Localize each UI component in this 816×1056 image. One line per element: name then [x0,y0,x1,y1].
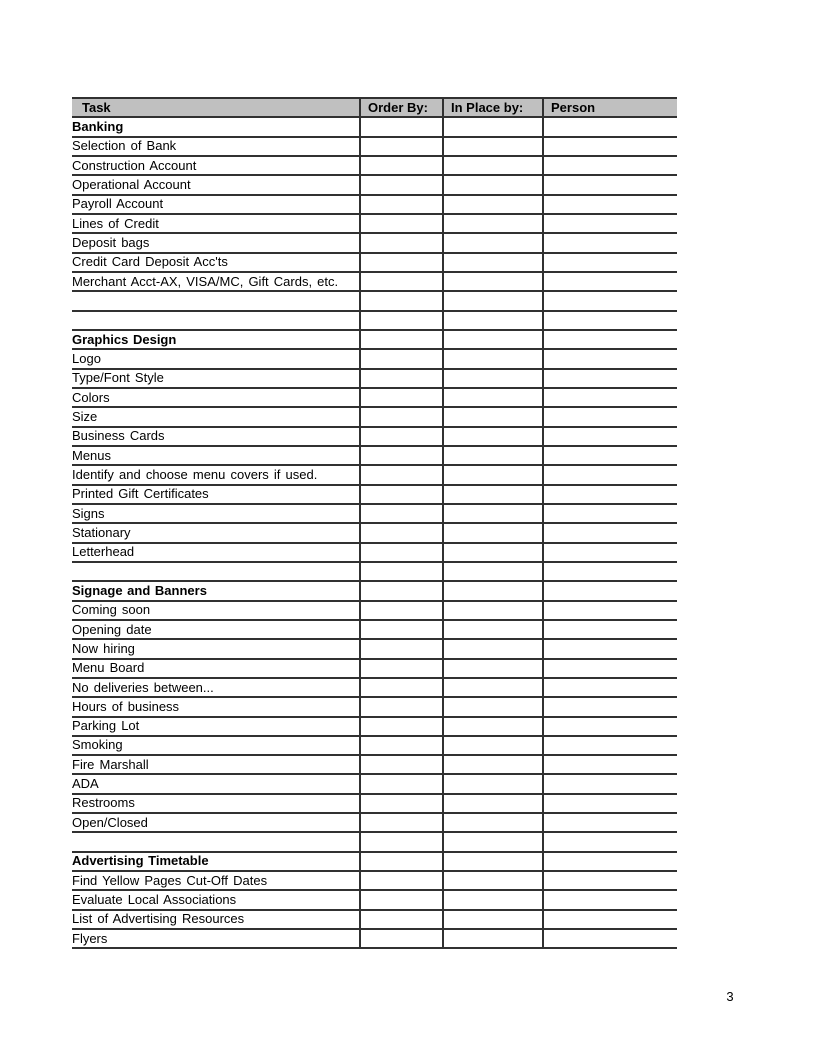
task-cell: Lines of Credit [72,214,360,233]
task-cell: Fire Marshall [72,755,360,774]
task-cell: Smoking [72,736,360,755]
person-cell [543,175,677,194]
order-by-cell [360,601,443,620]
in-place-by-cell [443,485,543,504]
in-place-by-cell [443,736,543,755]
task-cell: Coming soon [72,601,360,620]
person-cell [543,871,677,890]
task-cell: Size [72,407,360,426]
person-cell [543,291,677,310]
table-header-row [72,98,677,117]
empty-row [72,832,677,851]
in-place-by-cell [443,388,543,407]
order-by-cell [360,755,443,774]
order-by-cell [360,659,443,678]
person-cell [543,233,677,252]
person-cell [543,581,677,600]
in-place-by-cell [443,156,543,175]
task-cell: Identify and choose menu covers if used. [72,465,360,484]
person-cell [543,659,677,678]
person-cell [543,697,677,716]
in-place-by-cell [443,311,543,330]
task-cell: Graphics Design [72,330,360,349]
task-cell [72,291,360,310]
order-by-cell [360,407,443,426]
person-cell [543,214,677,233]
task-cell: Payroll Account [72,195,360,214]
task-cell: Banking [72,117,360,136]
empty-row [72,291,677,310]
task-cell: Find Yellow Pages Cut-Off Dates [72,871,360,890]
column-header-in-place-by: In Place by: [443,98,543,117]
person-cell [543,504,677,523]
task-row [72,369,677,388]
task-row [72,543,677,562]
in-place-by-cell [443,717,543,736]
task-row [72,407,677,426]
in-place-by-cell [443,890,543,909]
order-by-cell [360,639,443,658]
in-place-by-cell [443,910,543,929]
task-cell: Business Cards [72,427,360,446]
order-by-cell [360,233,443,252]
order-by-cell [360,620,443,639]
in-place-by-cell [443,291,543,310]
in-place-by-cell [443,446,543,465]
in-place-by-cell [443,272,543,291]
in-place-by-cell [443,774,543,793]
task-row [72,794,677,813]
task-row [72,601,677,620]
in-place-by-cell [443,233,543,252]
column-header-person: Person [543,98,677,117]
person-cell [543,156,677,175]
task-row [72,659,677,678]
task-row [72,813,677,832]
person-cell [543,678,677,697]
task-row [72,929,677,948]
in-place-by-cell [443,543,543,562]
order-by-cell [360,311,443,330]
task-cell: Evaluate Local Associations [72,890,360,909]
task-row [72,175,677,194]
in-place-by-cell [443,929,543,948]
in-place-by-cell [443,523,543,542]
person-cell [543,388,677,407]
order-by-cell [360,581,443,600]
task-cell: Restrooms [72,794,360,813]
task-row [72,523,677,542]
task-cell: Open/Closed [72,813,360,832]
task-cell: Opening date [72,620,360,639]
task-cell: Flyers [72,929,360,948]
in-place-by-cell [443,253,543,272]
order-by-cell [360,485,443,504]
task-cell [72,311,360,330]
task-cell: Selection of Bank [72,137,360,156]
order-by-cell [360,388,443,407]
order-by-cell [360,175,443,194]
order-by-cell [360,774,443,793]
task-row [72,137,677,156]
task-cell: Colors [72,388,360,407]
order-by-cell [360,832,443,851]
order-by-cell [360,929,443,948]
in-place-by-cell [443,427,543,446]
task-cell: ADA [72,774,360,793]
task-row [72,214,677,233]
order-by-cell [360,523,443,542]
in-place-by-cell [443,852,543,871]
empty-row [72,311,677,330]
task-cell: Construction Account [72,156,360,175]
person-cell [543,562,677,581]
order-by-cell [360,910,443,929]
in-place-by-cell [443,117,543,136]
task-cell: Stationary [72,523,360,542]
task-cell: Deposit bags [72,233,360,252]
person-cell [543,349,677,368]
task-row [72,678,677,697]
person-cell [543,929,677,948]
task-cell: Operational Account [72,175,360,194]
task-row [72,427,677,446]
person-cell [543,465,677,484]
in-place-by-cell [443,678,543,697]
section-row [72,117,677,136]
order-by-cell [360,465,443,484]
task-row [72,639,677,658]
task-row [72,272,677,291]
task-row [72,388,677,407]
in-place-by-cell [443,794,543,813]
task-row [72,890,677,909]
task-cell: Menus [72,446,360,465]
person-cell [543,369,677,388]
task-cell: Letterhead [72,543,360,562]
person-cell [543,832,677,851]
task-row [72,774,677,793]
section-row [72,581,677,600]
person-cell [543,813,677,832]
task-row [72,910,677,929]
in-place-by-cell [443,639,543,658]
order-by-cell [360,543,443,562]
task-cell: Parking Lot [72,717,360,736]
person-cell [543,601,677,620]
section-row [72,852,677,871]
person-cell [543,117,677,136]
in-place-by-cell [443,504,543,523]
order-by-cell [360,446,443,465]
section-row [72,330,677,349]
person-cell [543,639,677,658]
person-cell [543,852,677,871]
order-by-cell [360,195,443,214]
task-row [72,717,677,736]
task-row [72,504,677,523]
order-by-cell [360,272,443,291]
task-row [72,233,677,252]
task-cell [72,562,360,581]
in-place-by-cell [443,659,543,678]
task-row [72,465,677,484]
in-place-by-cell [443,562,543,581]
task-cell: Now hiring [72,639,360,658]
order-by-cell [360,330,443,349]
order-by-cell [360,253,443,272]
in-place-by-cell [443,137,543,156]
person-cell [543,910,677,929]
task-cell: Menu Board [72,659,360,678]
order-by-cell [360,562,443,581]
order-by-cell [360,871,443,890]
column-header-task: Task [72,98,360,117]
task-cell: Logo [72,349,360,368]
order-by-cell [360,349,443,368]
person-cell [543,794,677,813]
person-cell [543,311,677,330]
order-by-cell [360,369,443,388]
task-cell: Signs [72,504,360,523]
order-by-cell [360,504,443,523]
order-by-cell [360,137,443,156]
person-cell [543,137,677,156]
person-cell [543,890,677,909]
person-cell [543,774,677,793]
empty-row [72,562,677,581]
column-header-order-by: Order By: [360,98,443,117]
order-by-cell [360,852,443,871]
page-number: 3 [726,989,734,1004]
in-place-by-cell [443,871,543,890]
person-cell [543,272,677,291]
order-by-cell [360,813,443,832]
order-by-cell [360,156,443,175]
in-place-by-cell [443,175,543,194]
person-cell [543,717,677,736]
order-by-cell [360,736,443,755]
in-place-by-cell [443,832,543,851]
task-cell: Signage and Banners [72,581,360,600]
person-cell [543,253,677,272]
task-row [72,446,677,465]
person-cell [543,446,677,465]
in-place-by-cell [443,195,543,214]
task-row [72,755,677,774]
task-cell: List of Advertising Resources [72,910,360,929]
order-by-cell [360,794,443,813]
order-by-cell [360,214,443,233]
in-place-by-cell [443,697,543,716]
person-cell [543,485,677,504]
order-by-cell [360,697,443,716]
in-place-by-cell [443,581,543,600]
task-cell [72,832,360,851]
order-by-cell [360,117,443,136]
task-cell: Type/Font Style [72,369,360,388]
in-place-by-cell [443,620,543,639]
task-row [72,156,677,175]
person-cell [543,427,677,446]
task-cell: Hours of business [72,697,360,716]
in-place-by-cell [443,369,543,388]
order-by-cell [360,717,443,736]
person-cell [543,195,677,214]
in-place-by-cell [443,465,543,484]
in-place-by-cell [443,349,543,368]
in-place-by-cell [443,214,543,233]
person-cell [543,407,677,426]
in-place-by-cell [443,330,543,349]
task-checklist-table [72,97,677,949]
task-cell: Credit Card Deposit Acc'ts [72,253,360,272]
task-cell: Printed Gift Certificates [72,485,360,504]
task-row [72,485,677,504]
task-row [72,697,677,716]
task-cell: No deliveries between... [72,678,360,697]
person-cell [543,543,677,562]
task-row [72,871,677,890]
person-cell [543,523,677,542]
task-row [72,349,677,368]
person-cell [543,755,677,774]
task-row [72,195,677,214]
person-cell [543,330,677,349]
order-by-cell [360,427,443,446]
order-by-cell [360,890,443,909]
order-by-cell [360,291,443,310]
in-place-by-cell [443,813,543,832]
in-place-by-cell [443,407,543,426]
task-row [72,736,677,755]
order-by-cell [360,678,443,697]
task-cell: Advertising Timetable [72,852,360,871]
task-cell: Merchant Acct-AX, VISA/MC, Gift Cards, etc. [72,272,360,291]
person-cell [543,736,677,755]
in-place-by-cell [443,755,543,774]
person-cell [543,620,677,639]
task-row [72,620,677,639]
task-row [72,253,677,272]
in-place-by-cell [443,601,543,620]
